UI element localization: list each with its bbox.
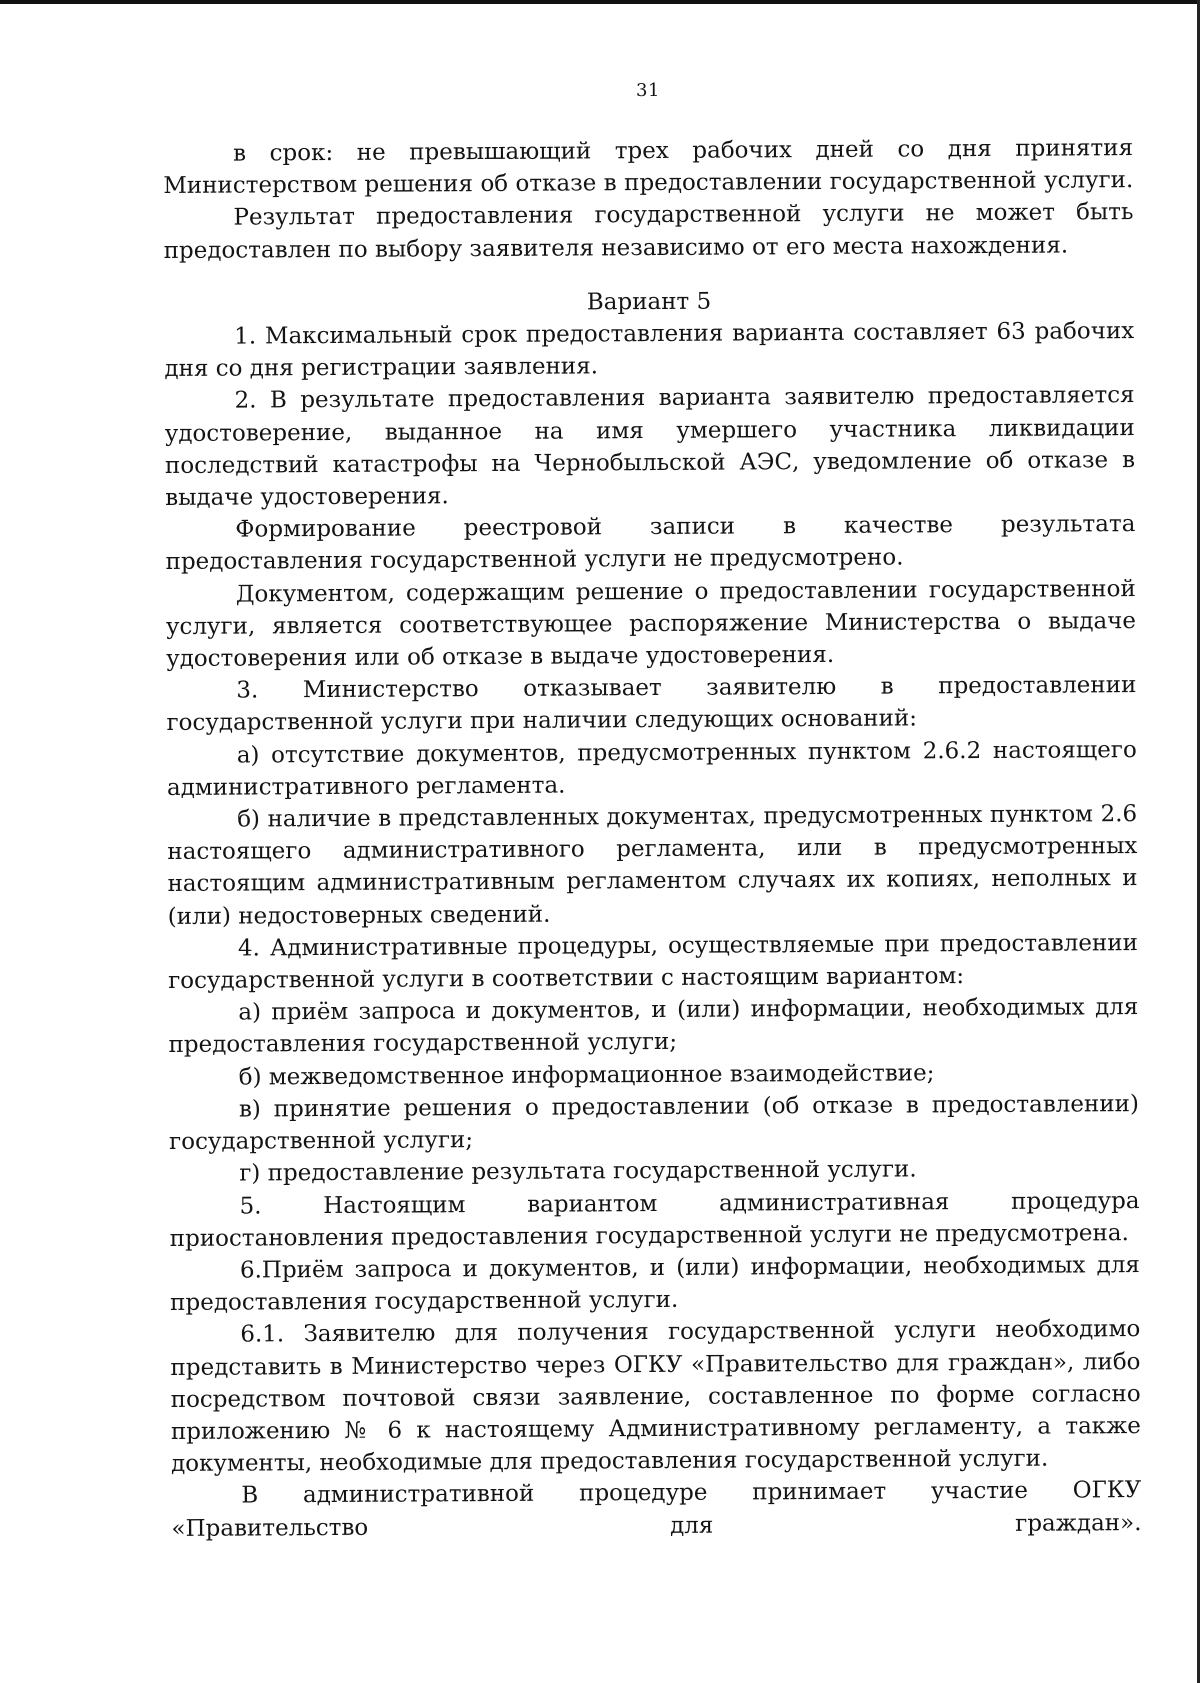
paragraph: 6.Приём запроса и документов, и (или) информации, необходимых для предоставления государственной услуги. [170, 1251, 1140, 1317]
paragraph: Формирование реестровой записи в качестве результата предоставления государственной услуги не предусмотрено. [165, 511, 1136, 576]
paragraph: 3. Министерство отказывает заявителю в предоставлении государственной услуги при наличии следующих оснований: [166, 672, 1137, 737]
document-body [163, 132, 1142, 1545]
list-item: б) межведомственное информационное взаимодействие; [238, 1059, 935, 1091]
paragraph: 4. Административные процедуры, осуществляемые при предоставлении государственной услуги в соответствии с настоящим вариантом: [168, 929, 1139, 995]
list-item: в) принятие решения о предоставлении (об отказе в предоставлении) государственной услуги; [169, 1090, 1139, 1156]
paragraph: Результат предоставления государственной услуги не может быть предоставлен по выбору заявителя независимо от его места нахождения. [163, 199, 1134, 264]
scan-edge-top [0, 0, 1200, 4]
section-heading: Вариант 5 [586, 288, 712, 316]
paragraph: 2. В результате предоставления варианта заявителю предоставляется удостоверение, выданное на имя умершего участника ликвидации последствий катастрофы на Чернобыльской АЭС, уведомление об отказе в выдаче удостоверения. [164, 382, 1136, 512]
paragraph: 5. Настоящим вариантом административная процедура приостановления предоставления государственной услуги не предусмотрена. [169, 1187, 1140, 1252]
list-item: а) приём запроса и документов, и (или) информации, необходимых для предоставления государственной услуги; [168, 994, 1139, 1059]
paragraph: 6.1. Заявителю для получения государственной услуги необходимо представить в Министерство через ОГКУ «Правительство для граждан», либо посредством почтовой связи заявление, составленное по форме согласно приложению № 6 к настоящему Административному регламенту, а также документы, необходимые для предоставления государственной услуги. [170, 1316, 1141, 1478]
paragraph: В административной процедуре принимает участие ОГКУ «Правительство для граждан». [171, 1477, 1142, 1542]
list-item: г) предоставление результата государственной услуги. [239, 1156, 917, 1187]
paragraph: Документом, содержащим решение о предоставлении государственной услуги, является соответствующее распоряжение Министерства о выдаче удостоверения или об отказе в выдаче удостоверения. [165, 575, 1137, 673]
page-number: 31 [636, 80, 660, 101]
paragraph: а) отсутствие документов, предусмотренных пунктом 2.6.2 настоящего административного регламента. [166, 736, 1137, 801]
paragraph: в срок: не превышающий трех рабочих дней со дня принятия Министерством решения об отказе в предоставлении государственной услуги. [163, 135, 1134, 200]
paragraph: 1. Максимальный срок предоставления варианта составляет 63 рабочих дня со дня регистрации заявления. [164, 318, 1135, 383]
paragraph: б) наличие в представленных документах, предусмотренных пунктом 2.6 настоящего административного регламента, или в предусмотренных настоящим административным регламентом случаях их копиях, неполных и (или) недостоверных сведений. [167, 801, 1138, 930]
